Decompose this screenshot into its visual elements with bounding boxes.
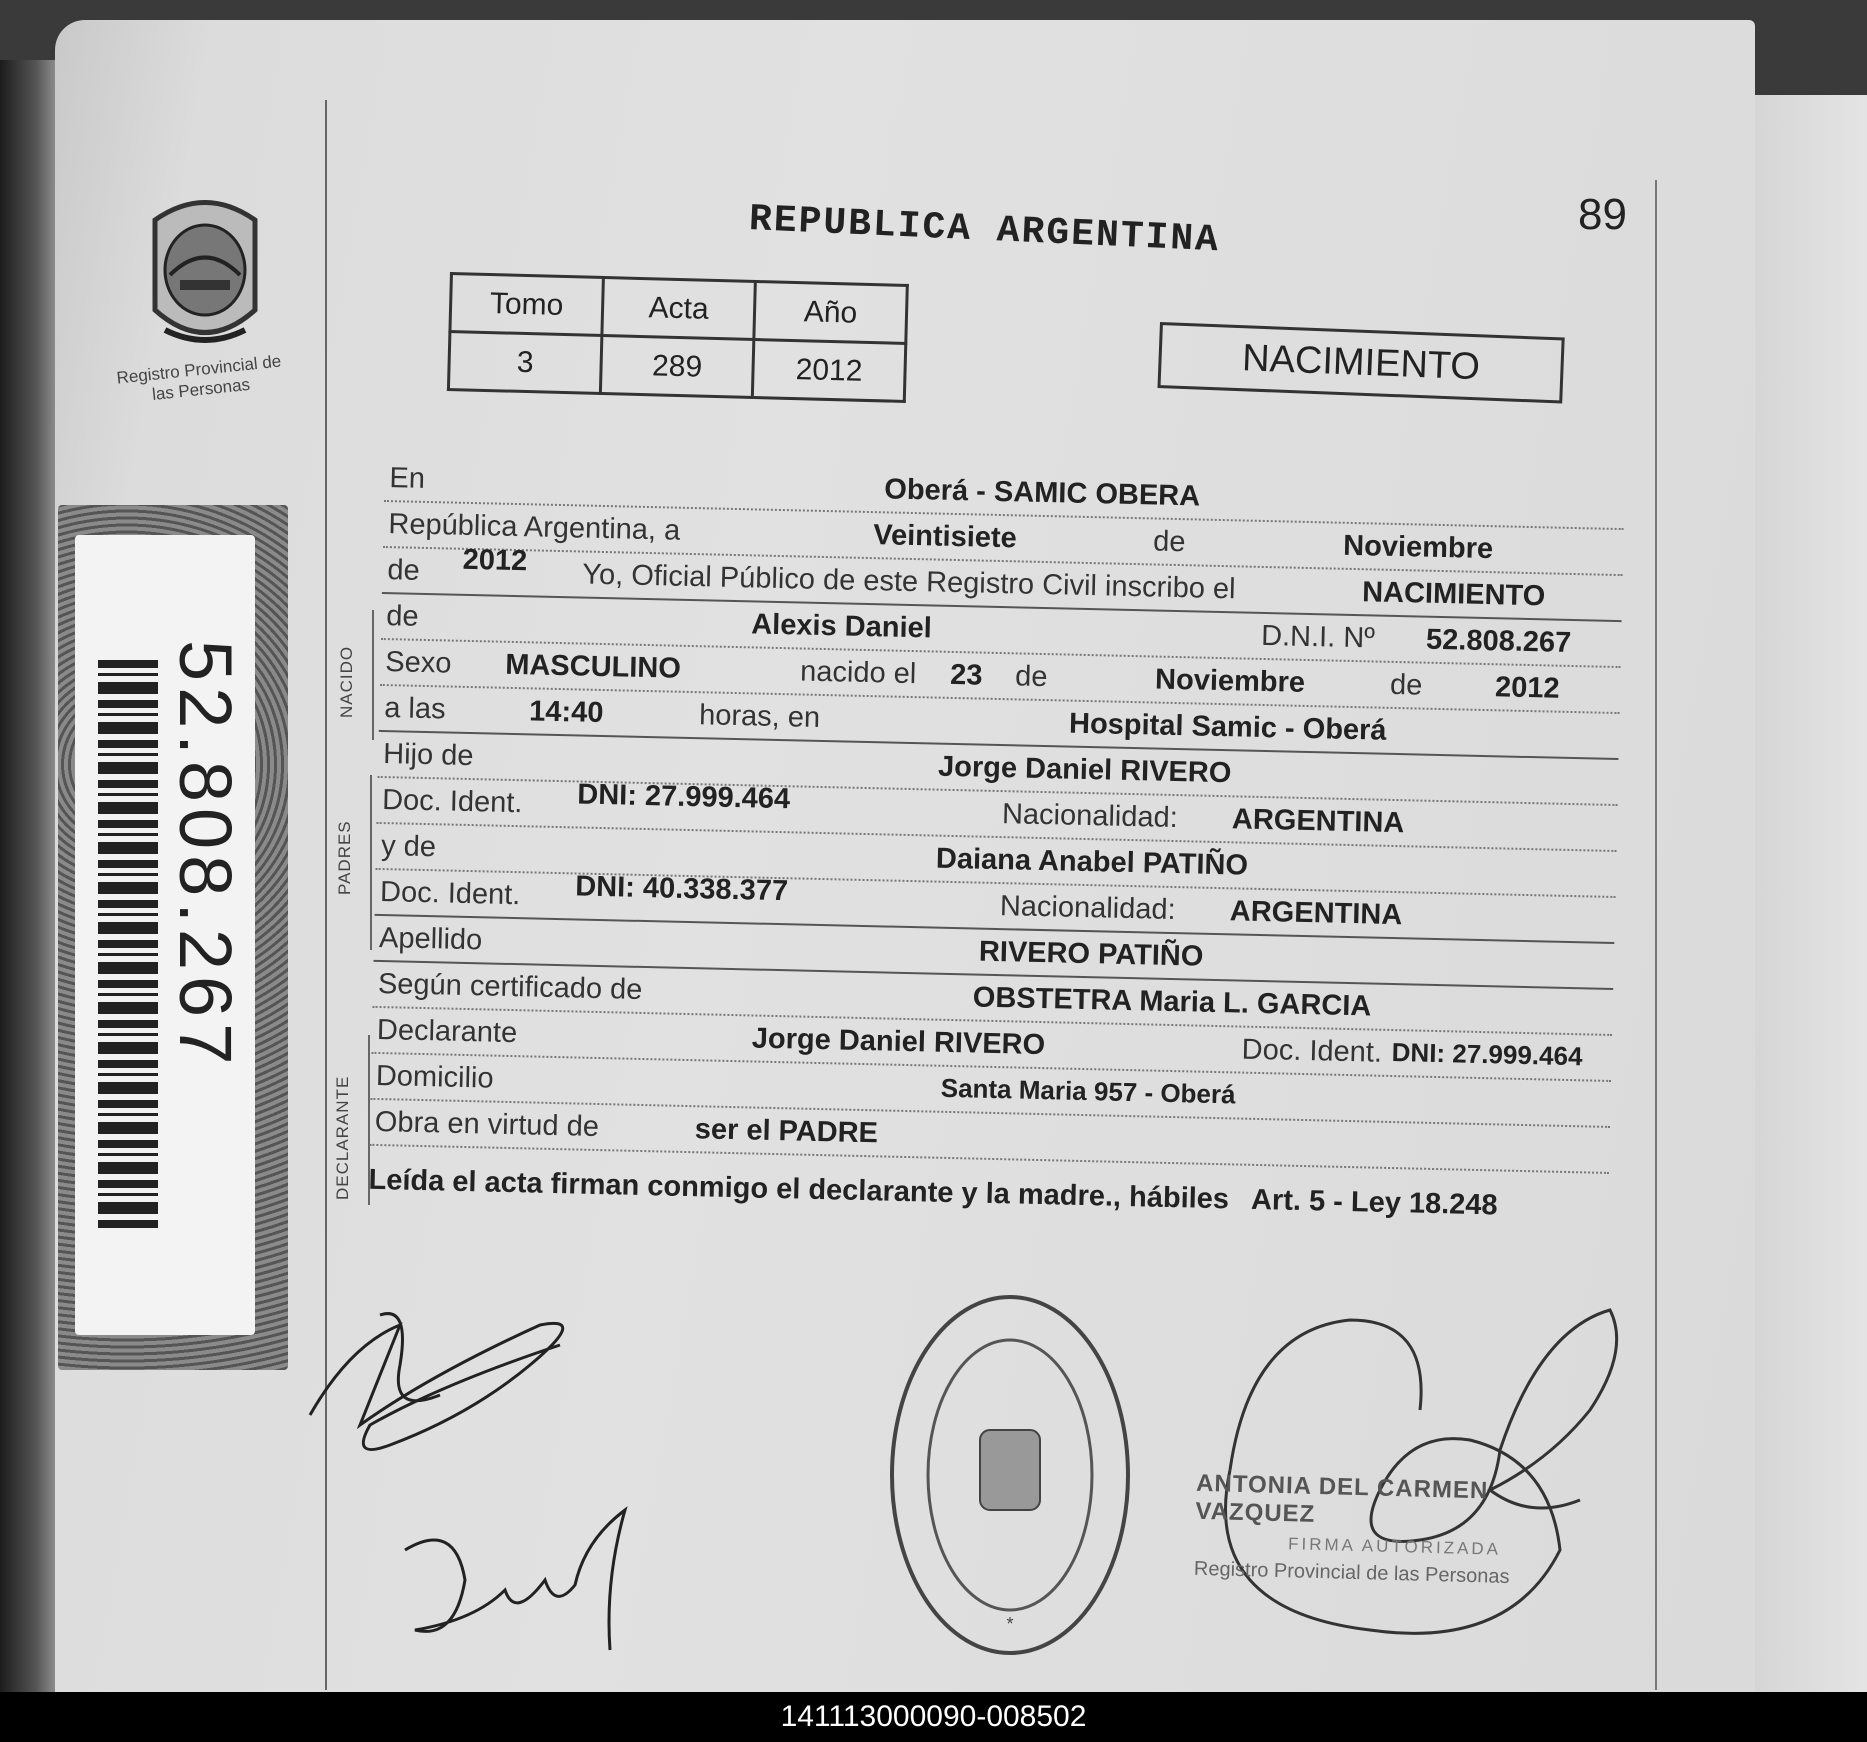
section-label-padres: PADRES [335,820,354,895]
label-en: En [389,462,426,495]
label-horas-en: horas, en [698,699,821,734]
label-de-name: de [386,600,419,633]
book-spine [0,60,60,1700]
value-birth-day: 23 [949,658,983,692]
value-surname: RIVERO PATIÑO [978,935,1204,973]
registry-value-row [448,332,905,402]
value-name: Alexis Daniel [750,608,933,645]
value-dni: 52.808.267 [1425,623,1572,659]
value-time: 14:40 [528,695,604,730]
registry-header-tomo: Tomo [450,274,603,336]
official-name: ANTONIA DEL CARMEN VAZQUEZ [1195,1469,1489,1528]
value-father-nationality: ARGENTINA [1231,803,1405,840]
value-mother-nationality: ARGENTINA [1229,895,1403,932]
official-role: FIRMA AUTORIZADA [1287,1534,1502,1559]
declarant-signature [290,1285,620,1465]
section-label-declarante: DECLARANTE [333,1075,352,1200]
section-bar-nacido [372,610,374,740]
value-day-words: Veintisiete [872,519,1018,555]
document-title: REPUBLICA ARGENTINA [748,198,1221,263]
logo-caption: Registro Provincial de las Personas [115,351,283,405]
label-nacionalidad-mother: Nacionalidad: [999,890,1176,927]
value-declarant: Jorge Daniel RIVERO [751,1022,1046,1062]
label-y-de: y de [380,830,437,864]
section-label-nacido: NACIDO [337,645,356,718]
registry-header-ano: Año [754,281,907,343]
folio-number: 89 [1578,190,1627,239]
closing-law: Art. 5 - Ley 18.248 [1250,1183,1499,1222]
provincial-seal-icon [135,180,275,360]
label-certificado: Según certificado de [377,967,643,1006]
label-declarante: Declarante [376,1013,518,1050]
label-oficial: Yo, Oficial Público de este Registro Civil inscribo el [581,558,1236,606]
right-margin-rule [1655,180,1657,1690]
label-domicilio: Domicilio [375,1059,494,1095]
section-bar-padres [370,775,372,950]
value-birth-place: Hospital Samic - Oberá [1068,707,1387,747]
registry-table [447,272,909,403]
label-republica: República Argentina, a [388,508,681,547]
label-apellido: Apellido [378,921,483,957]
value-father-doc: DNI: 27.999.464 [577,778,791,816]
svg-text:*: * [1006,1614,1014,1634]
label-declarant-doc: Doc. Ident. [1241,1033,1383,1069]
registry-value-acta: 289 [600,335,753,397]
label-dni: D.N.I. Nº [1260,619,1376,655]
label-de-year: de [387,554,421,587]
label-sexo: Sexo [384,646,452,680]
label-de-birth: de [1014,660,1048,694]
certificate-form [368,456,1624,1225]
mother-signature [395,1500,675,1670]
value-birth-month: Noviembre [1154,663,1306,699]
label-nacido-el: nacido el [799,655,917,691]
value-certificate: OBSTETRA Maria L. GARCIA [972,981,1372,1023]
value-sexo: MASCULINO [504,648,682,685]
value-capacity: ser el PADRE [694,1113,879,1150]
label-de-birth-year: de [1389,668,1423,702]
label-de: de [1152,525,1186,559]
value-declarant-doc: DNI: 27.999.464 [1391,1036,1583,1072]
value-act: NACIMIENTO [1361,576,1546,613]
value-address: Santa Maria 957 - Oberá [940,1072,1236,1110]
act-type-box: NACIMIENTO [1157,322,1564,403]
barcode-number: 52.808.267 [164,640,247,1071]
label-doc-ident-father: Doc. Ident. [381,784,523,820]
closing-text: Leída el acta firman conmigo el declarante y la madre., hábiles [368,1163,1230,1216]
barcode-icon [98,660,158,1230]
label-nacionalidad-father: Nacionalidad: [1001,798,1179,835]
label-doc-ident-mother: Doc. Ident. [379,876,521,912]
official-office: Registro Provincial de las Personas [1193,1557,1510,1589]
registry-header-acta: Acta [602,278,755,340]
value-father: Jorge Daniel RIVERO [937,750,1232,790]
value-mother-doc: DNI: 40.338.377 [574,870,789,908]
registry-value-ano: 2012 [752,339,905,401]
official-signature-block [1194,1470,1597,1591]
document-id-footer: 141113000090-008502 [0,1692,1867,1742]
label-a-las: a las [383,692,446,726]
value-year: 2012 [462,543,528,578]
value-birth-year: 2012 [1494,671,1560,705]
registry-value-tomo: 3 [448,332,601,394]
official-stamp-icon [885,1290,1135,1660]
value-place: Oberá - SAMIC OBERA [884,473,1201,513]
value-mother: Daiana Anabel PATIÑO [935,842,1249,882]
value-month: Noviembre [1342,529,1494,566]
label-hijo-de: Hijo de [382,738,474,773]
label-obra: Obra en virtud de [374,1105,600,1144]
